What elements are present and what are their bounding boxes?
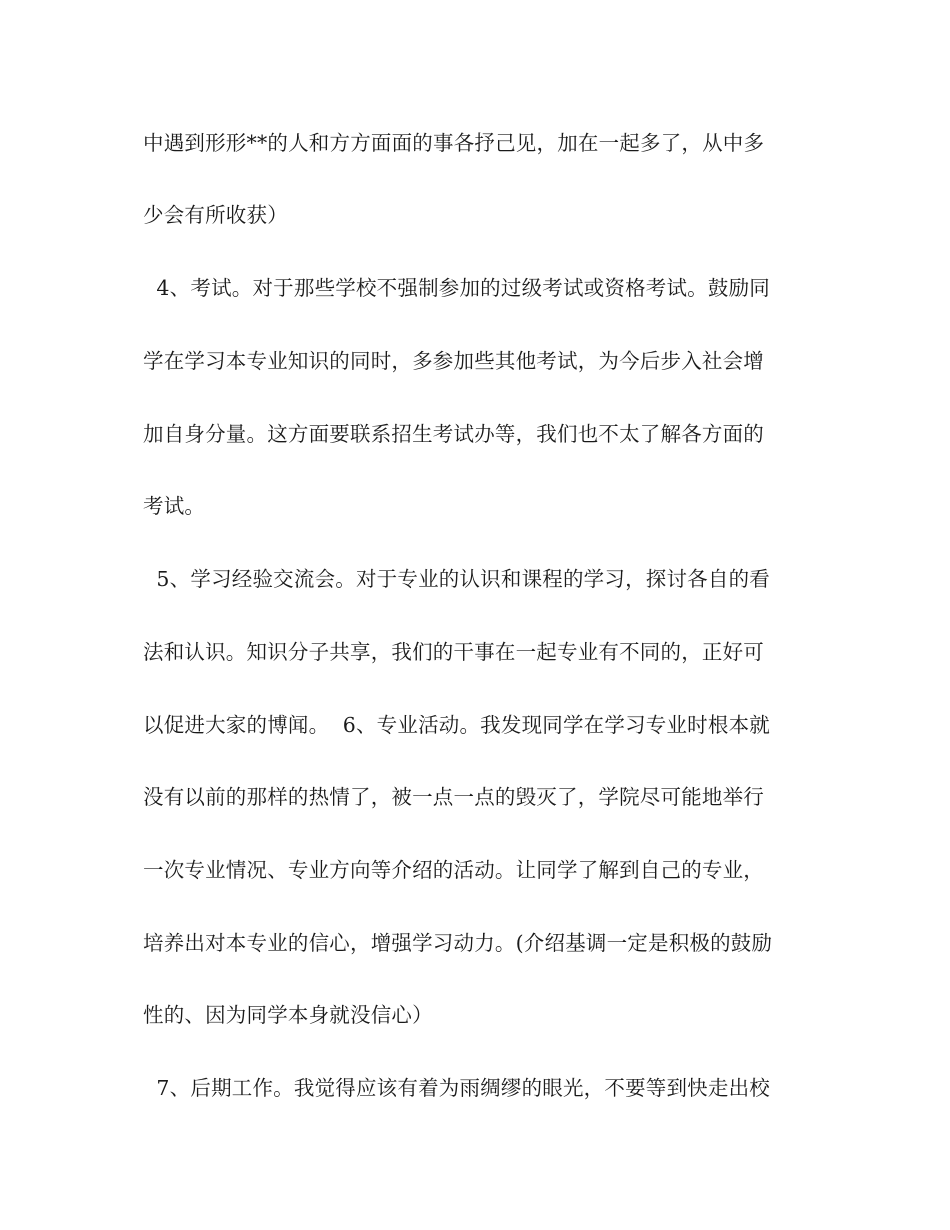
text-line: 法和认识。知识分子共享，我们的干事在一起专业有不同的，正好可: [143, 640, 764, 664]
text-line: 以促进大家的博闻。 6、专业活动。我发现同学在学习专业时根本就: [143, 713, 770, 737]
text-line: 培养出对本专业的信心，增强学习动力。(介绍基调一定是积极的鼓励: [143, 931, 773, 955]
text-line: 7、后期工作。我觉得应该有着为雨绸缪的眼光，不要等到快走出校: [143, 1076, 770, 1100]
text-line: 学在学习本专业知识的同时，多参加些其他考试，为今后步入社会增: [143, 349, 764, 373]
text-line: 没有以前的那样的热情了，被一点一点的毁灭了，学院尽可能地举行: [143, 785, 764, 809]
text-line: 5、学习经验交流会。对于专业的认识和课程的学习，探讨各自的看: [143, 567, 770, 591]
text-line: 性的、因为同学本身就没信心）: [143, 1003, 433, 1027]
text-line: 一次专业情况、专业方向等介绍的活动。让同学了解到自己的专业，: [143, 858, 764, 882]
text-line: 中遇到形形**的人和方方面面的事各抒己见，加在一起多了，从中多: [143, 131, 765, 155]
text-line: 4、考试。对于那些学校不强制参加的过级考试或资格考试。鼓励同: [143, 276, 770, 300]
text-line: 考试。: [143, 494, 206, 518]
text-line: 加自身分量。这方面要联系招生考试办等，我们也不太了解各方面的: [143, 422, 764, 446]
text-line: 少会有所收获）: [143, 203, 288, 227]
